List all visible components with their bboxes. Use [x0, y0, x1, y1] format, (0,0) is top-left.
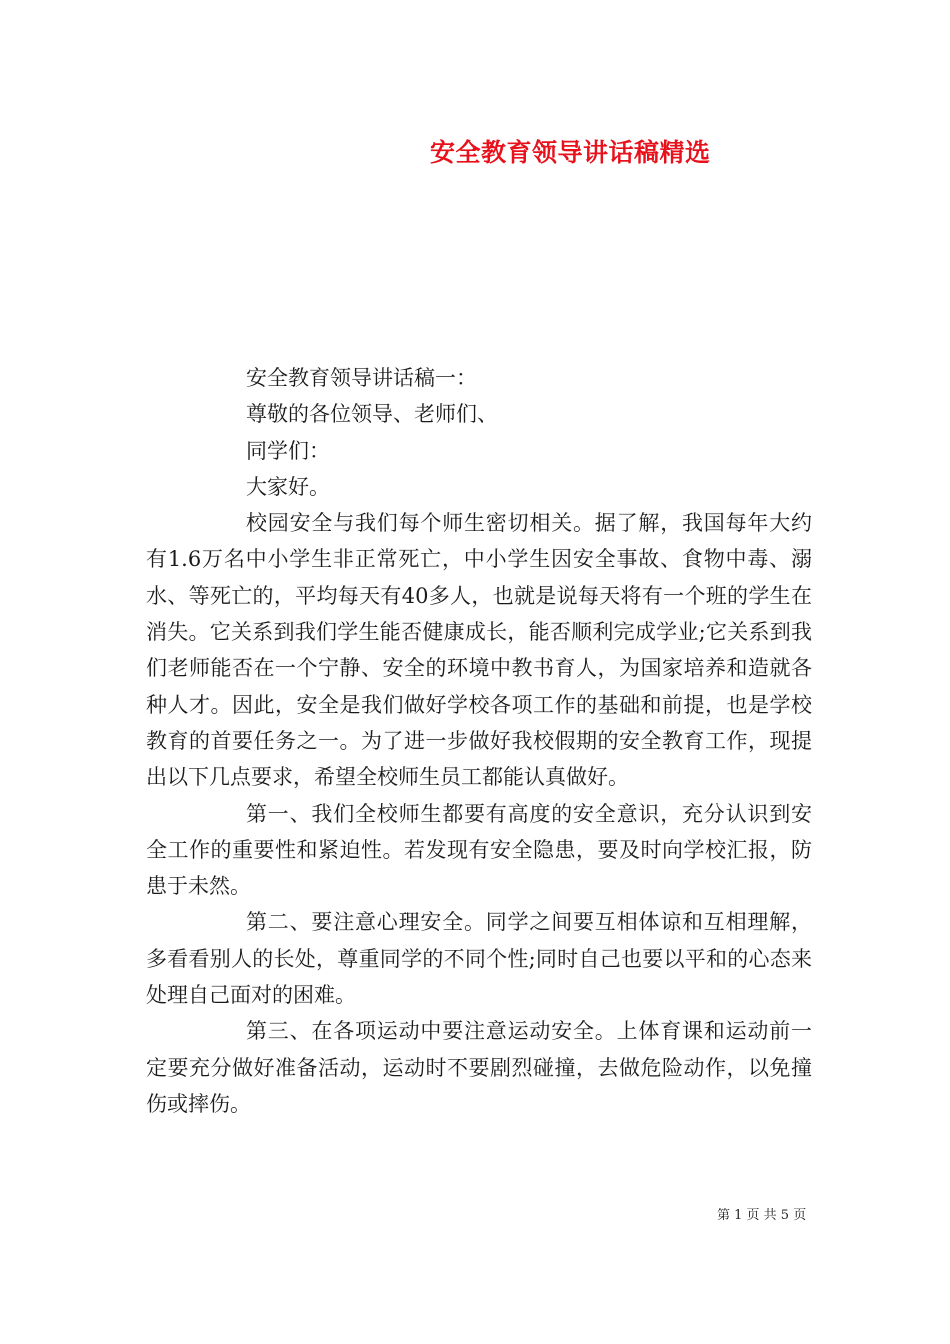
document-title: 安全教育领导讲话稿精选 [430, 138, 711, 167]
paragraph-point-3: 第三、在各项运动中要注意运动安全。上体育课和运动前一定要充分做好准备活动，运动时不要剧烈碰撞，去做危险动作，以免撞伤或摔伤。 [146, 1019, 812, 1116]
page-number-footer: 第 1 页 共 5 页 [717, 1208, 807, 1223]
salutation-students: 同学们： [246, 438, 330, 463]
paragraph-intro: 校园安全与我们每个师生密切相关。据了解，我国每年大约有1.6万名中小学生非正常死亡，中小学生因安全事故、食物中毒、溺水、等死亡的，平均每天有40多人，也就是说每天将有一个班的学生在消失。它关系到我们学生能否健康成长，能否顺利完成学业;它关系到我们老师能否在一个宁静、安全的环境中教书育人，为国家培养和造就各种人才。因此，安全是我们做好学校各项工作的基础和前提，也是学校教育的首要任务之一。为了进一步做好我校假期的安全教育工作，现提出以下几点要求，希望全校师生员工都能认真做好。 [146, 511, 812, 790]
document-body [146, 360, 812, 1122]
paragraph-point-2: 第二、要注意心理安全。同学之间要互相体谅和互相理解，多看看别人的长处，尊重同学的不同个性;同时自己也要以平和的心态来处理自己面对的困难。 [146, 910, 812, 1008]
salutation-line: 尊敬的各位领导、老师们、 [246, 402, 498, 427]
speech-heading: 安全教育领导讲话稿一： [246, 366, 477, 390]
paragraph-point-1: 第一、我们全校师生都要有高度的安全意识，充分认识到安全工作的重要性和紧迫性。若发现有安全隐患，要及时向学校汇报，防患于未然。 [146, 801, 812, 899]
greeting: 大家好。 [246, 474, 330, 499]
